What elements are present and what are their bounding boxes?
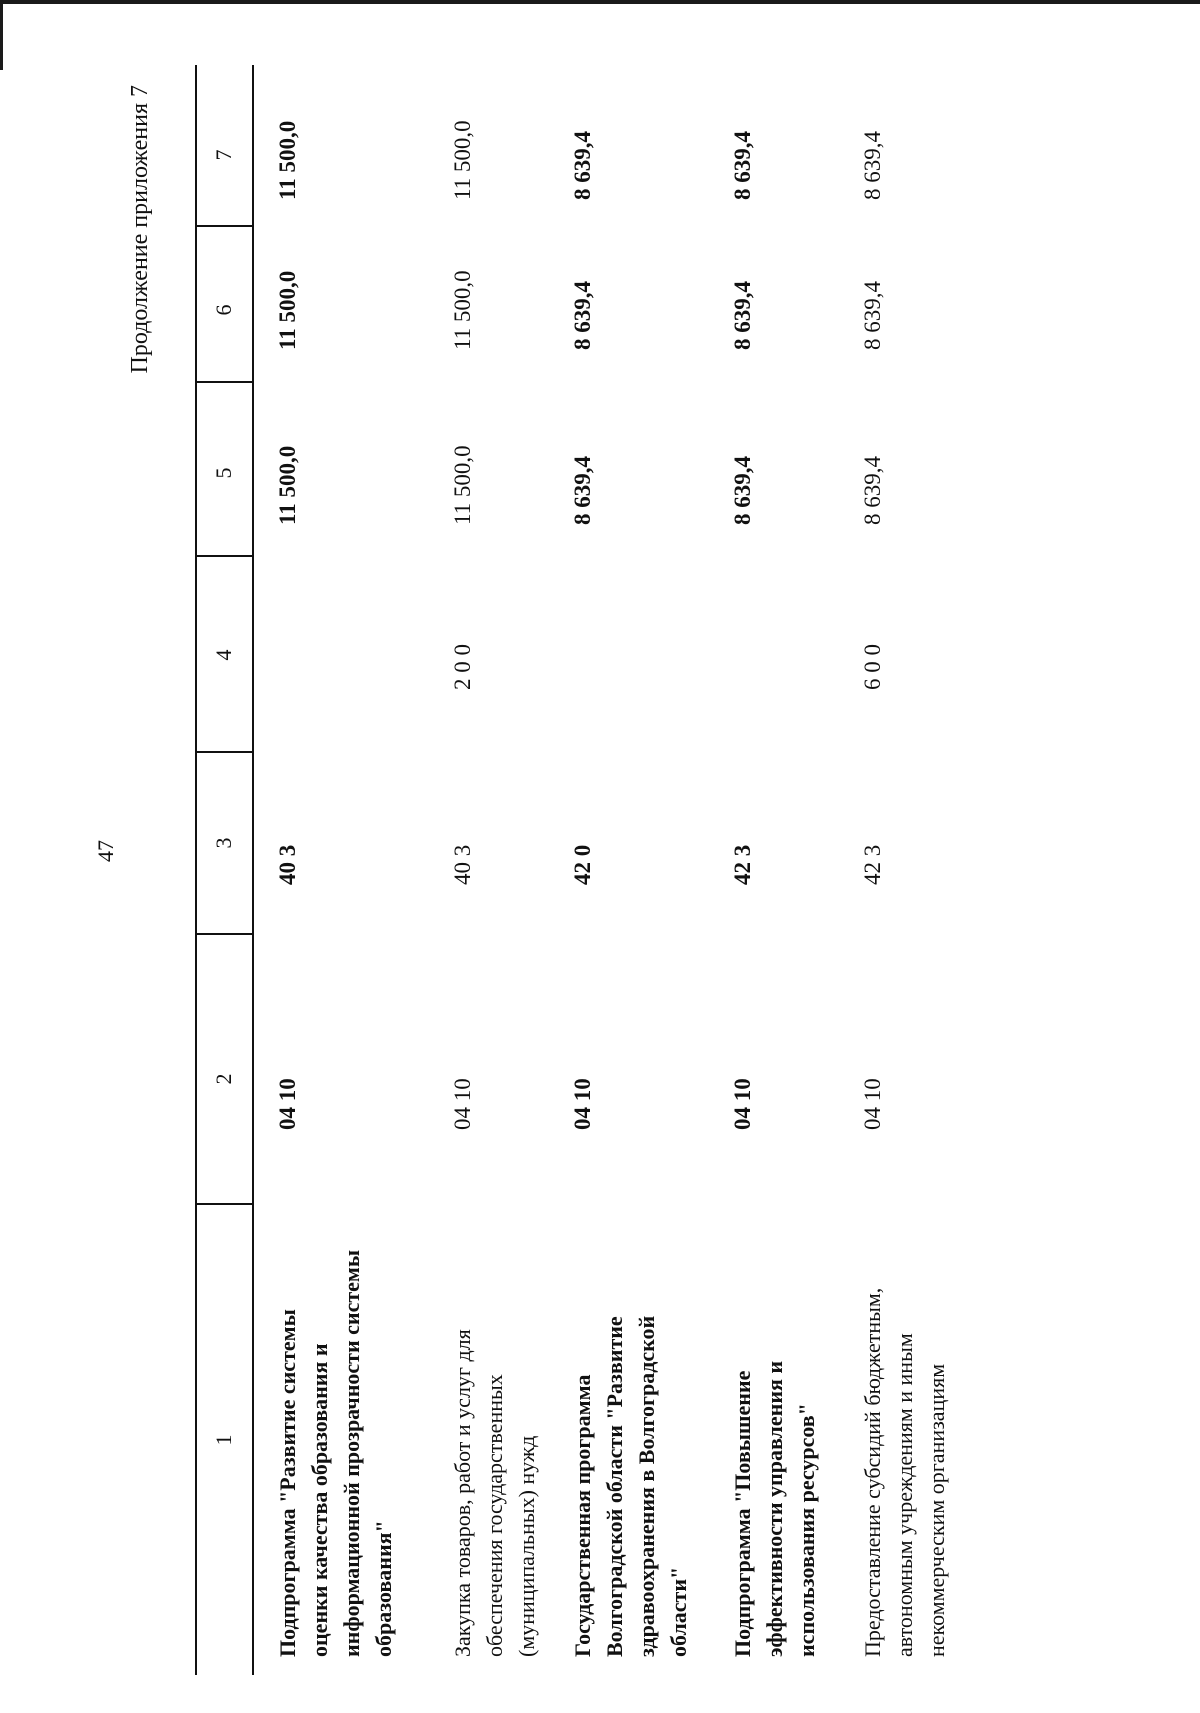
- row-amount-col5: 11 500,0: [275, 445, 300, 525]
- column-number-4: 4: [211, 649, 236, 661]
- column-number-5: 5: [211, 467, 236, 479]
- row-amount-col7: 8 639,4: [570, 131, 595, 200]
- row-section-code: 04 10: [450, 1078, 475, 1130]
- page-number: 47: [93, 840, 118, 862]
- column-separator: [195, 556, 252, 558]
- row-expense-type: 2 0 0: [450, 644, 475, 690]
- row-description: Подпрограмма "Развитие системы оценки качества образования и информационной прозрачности системы образования": [275, 1249, 396, 1657]
- row-amount-col7: 8 639,4: [730, 131, 755, 200]
- row-amount-col6: 8 639,4: [730, 281, 755, 350]
- row-amount-col6: 8 639,4: [860, 281, 885, 350]
- budget-table: [115, 65, 995, 1675]
- row-description: Закупка товаров, работ и услуг для обеспечения государственных (муниципальных) нужд: [450, 1329, 539, 1657]
- rotated-page-content: [115, 65, 995, 1675]
- scan-border-mark: [0, 0, 3, 70]
- row-amount-col7: 11 500,0: [450, 120, 475, 200]
- row-section-code: 04 10: [860, 1078, 885, 1130]
- column-number-1: 1: [211, 1434, 236, 1446]
- row-description: Государственная программа Волгоградской области "Развитие здравоохранения в Волгоградской области": [570, 1315, 691, 1657]
- column-number-6: 6: [211, 304, 236, 316]
- row-section-code: 04 10: [570, 1078, 595, 1130]
- row-program-code: 40 3: [275, 844, 300, 885]
- column-separator: [195, 1204, 252, 1206]
- row-program-code: 40 3: [450, 844, 475, 885]
- column-separator: [195, 934, 252, 936]
- column-number-2: 2: [211, 1073, 236, 1085]
- row-description: Предоставление субсидий бюджетным, автономным учреждениям и иным некоммерческим организациям: [860, 1287, 949, 1657]
- row-amount-col7: 11 500,0: [275, 120, 300, 200]
- row-program-code: 42 3: [730, 844, 755, 885]
- row-amount-col5: 8 639,4: [730, 456, 755, 525]
- column-separator: [195, 226, 252, 228]
- header-bottom-border: [252, 65, 254, 1675]
- column-separator: [195, 382, 252, 384]
- row-section-code: 04 10: [275, 1078, 300, 1130]
- row-program-code: 42 3: [860, 844, 885, 885]
- row-amount-col5: 8 639,4: [570, 456, 595, 525]
- row-section-code: 04 10: [730, 1078, 755, 1130]
- column-separator: [195, 752, 252, 754]
- row-amount-col7: 8 639,4: [860, 131, 885, 200]
- row-amount-col5: 11 500,0: [450, 445, 475, 525]
- row-expense-type: 6 0 0: [860, 644, 885, 690]
- column-number-7: 7: [211, 149, 236, 161]
- row-amount-col6: 11 500,0: [450, 270, 475, 350]
- row-program-code: 42 0: [570, 844, 595, 885]
- column-number-3: 3: [211, 837, 236, 849]
- appendix-continuation-title: Продолжение приложения 7: [127, 85, 153, 374]
- row-description: Подпрограмма "Повышение эффективности управления и использования ресурсов": [730, 1360, 819, 1657]
- row-amount-col6: 11 500,0: [275, 270, 300, 350]
- scan-border: [0, 0, 1200, 4]
- table-top-border: [195, 65, 197, 1675]
- row-amount-col6: 8 639,4: [570, 281, 595, 350]
- row-amount-col5: 8 639,4: [860, 456, 885, 525]
